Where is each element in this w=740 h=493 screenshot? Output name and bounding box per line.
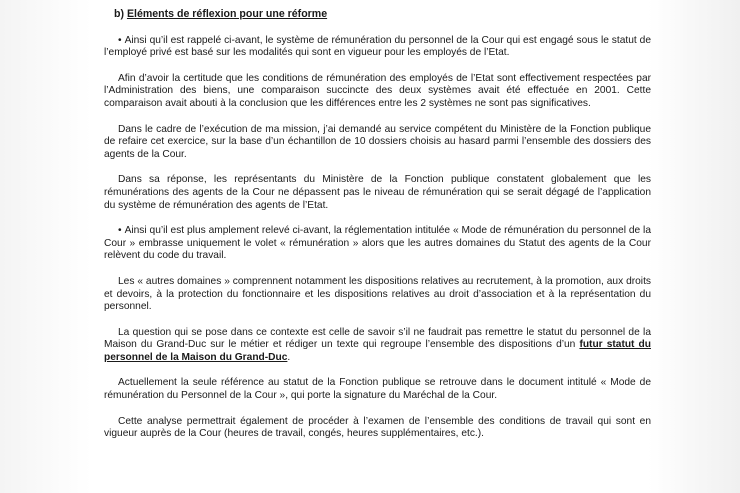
paragraph-3: Dans le cadre de l’exécution de ma mission, j’ai demandé au service compétent du Ministère de la Fonction publique de refaire cet exercice, sur la base d’un échantillon de 10 dossiers choisis au hasard parmi l’ensemble des dossiers des agents de la Cour. [104, 123, 651, 160]
page-margin-left [0, 0, 92, 493]
bullet-icon: • [118, 34, 122, 46]
paragraph-6: Les « autres domaines » comprennent notamment les dispositions relatives au recrutement, à la promotion, aux droits et devoirs, à la protection du fonctionnaire et les dispositions relatives au droit d’association et à la représentation du personnel. [104, 275, 651, 313]
document-page [104, 8, 651, 454]
page-margin-right [648, 0, 740, 493]
section-title: Eléments de réflexion pour une réforme [126, 8, 328, 20]
paragraph-7 [104, 327, 651, 365]
paragraph-1-text: Ainsi qu’il est rappelé ci-avant, le système de rémunération du personnel de la Cour qui est engagé sous le statut de l’employé privé est basé sur les modalités qui sont en vigueur pour les employés de l’Etat. [104, 34, 651, 59]
bullet-icon: • [118, 225, 122, 237]
section-heading [114, 8, 651, 21]
paragraph-5 [104, 225, 651, 263]
paragraph-5-text: Ainsi qu’il est plus amplement relevé ci-avant, la réglementation intitulée « Mode de rémunération du personnel de la Cour » embrasse uniquement le volet « rémunération » alors que les autres domaines du Statut des agents de la Cour relèvent du code du travail. [104, 225, 651, 262]
paragraph-9: Cette analyse permettrait également de procéder à l’examen de l’ensemble des conditions de travail qui sont en vigueur auprès de la Cour (heures de travail, congés, heures supplémentaires, etc.). [104, 415, 651, 440]
paragraph-2: Afin d’avoir la certitude que les conditions de rémunération des employés de l’Etat sont effectivement respectées par l’Administration des biens, une comparaison succincte des deux systèmes avait été effectuée en 2001. Cette comparaison avait abouti à la conclusion que les différences entre les 2 systèmes ne sont pas significatives. [104, 72, 651, 109]
paragraph-7-text-after: . [287, 351, 291, 363]
paragraph-4: Dans sa réponse, les représentants du Ministère de la Fonction publique constatent globalement que les rémunérations des agents de la Cour ne dépassent pas le niveau de rémunération qui se serait dégagé de l’application du système de rémunération des agents de l’Etat. [104, 174, 651, 211]
paragraph-1 [104, 35, 651, 60]
paragraph-7-emphasis: futur statut du personnel de la Maison du Grand-Duc [104, 339, 651, 363]
paragraph-7-text-before: La question qui se pose dans ce contexte est celle de savoir s’il ne faudrait pas remettre le statut du personnel de la Maison du Grand-Duc sur le métier et rédiger un texte qui regroupe l’ensemble des dispositions d’un [104, 326, 651, 351]
paragraph-8: Actuellement la seule référence au statut de la Fonction publique se retrouve dans le document intitulé « Mode de rémunération du Personnel de la Cour », qui porte la signature du Maréchal de la Cour. [104, 377, 651, 402]
section-label: b) [114, 8, 124, 20]
